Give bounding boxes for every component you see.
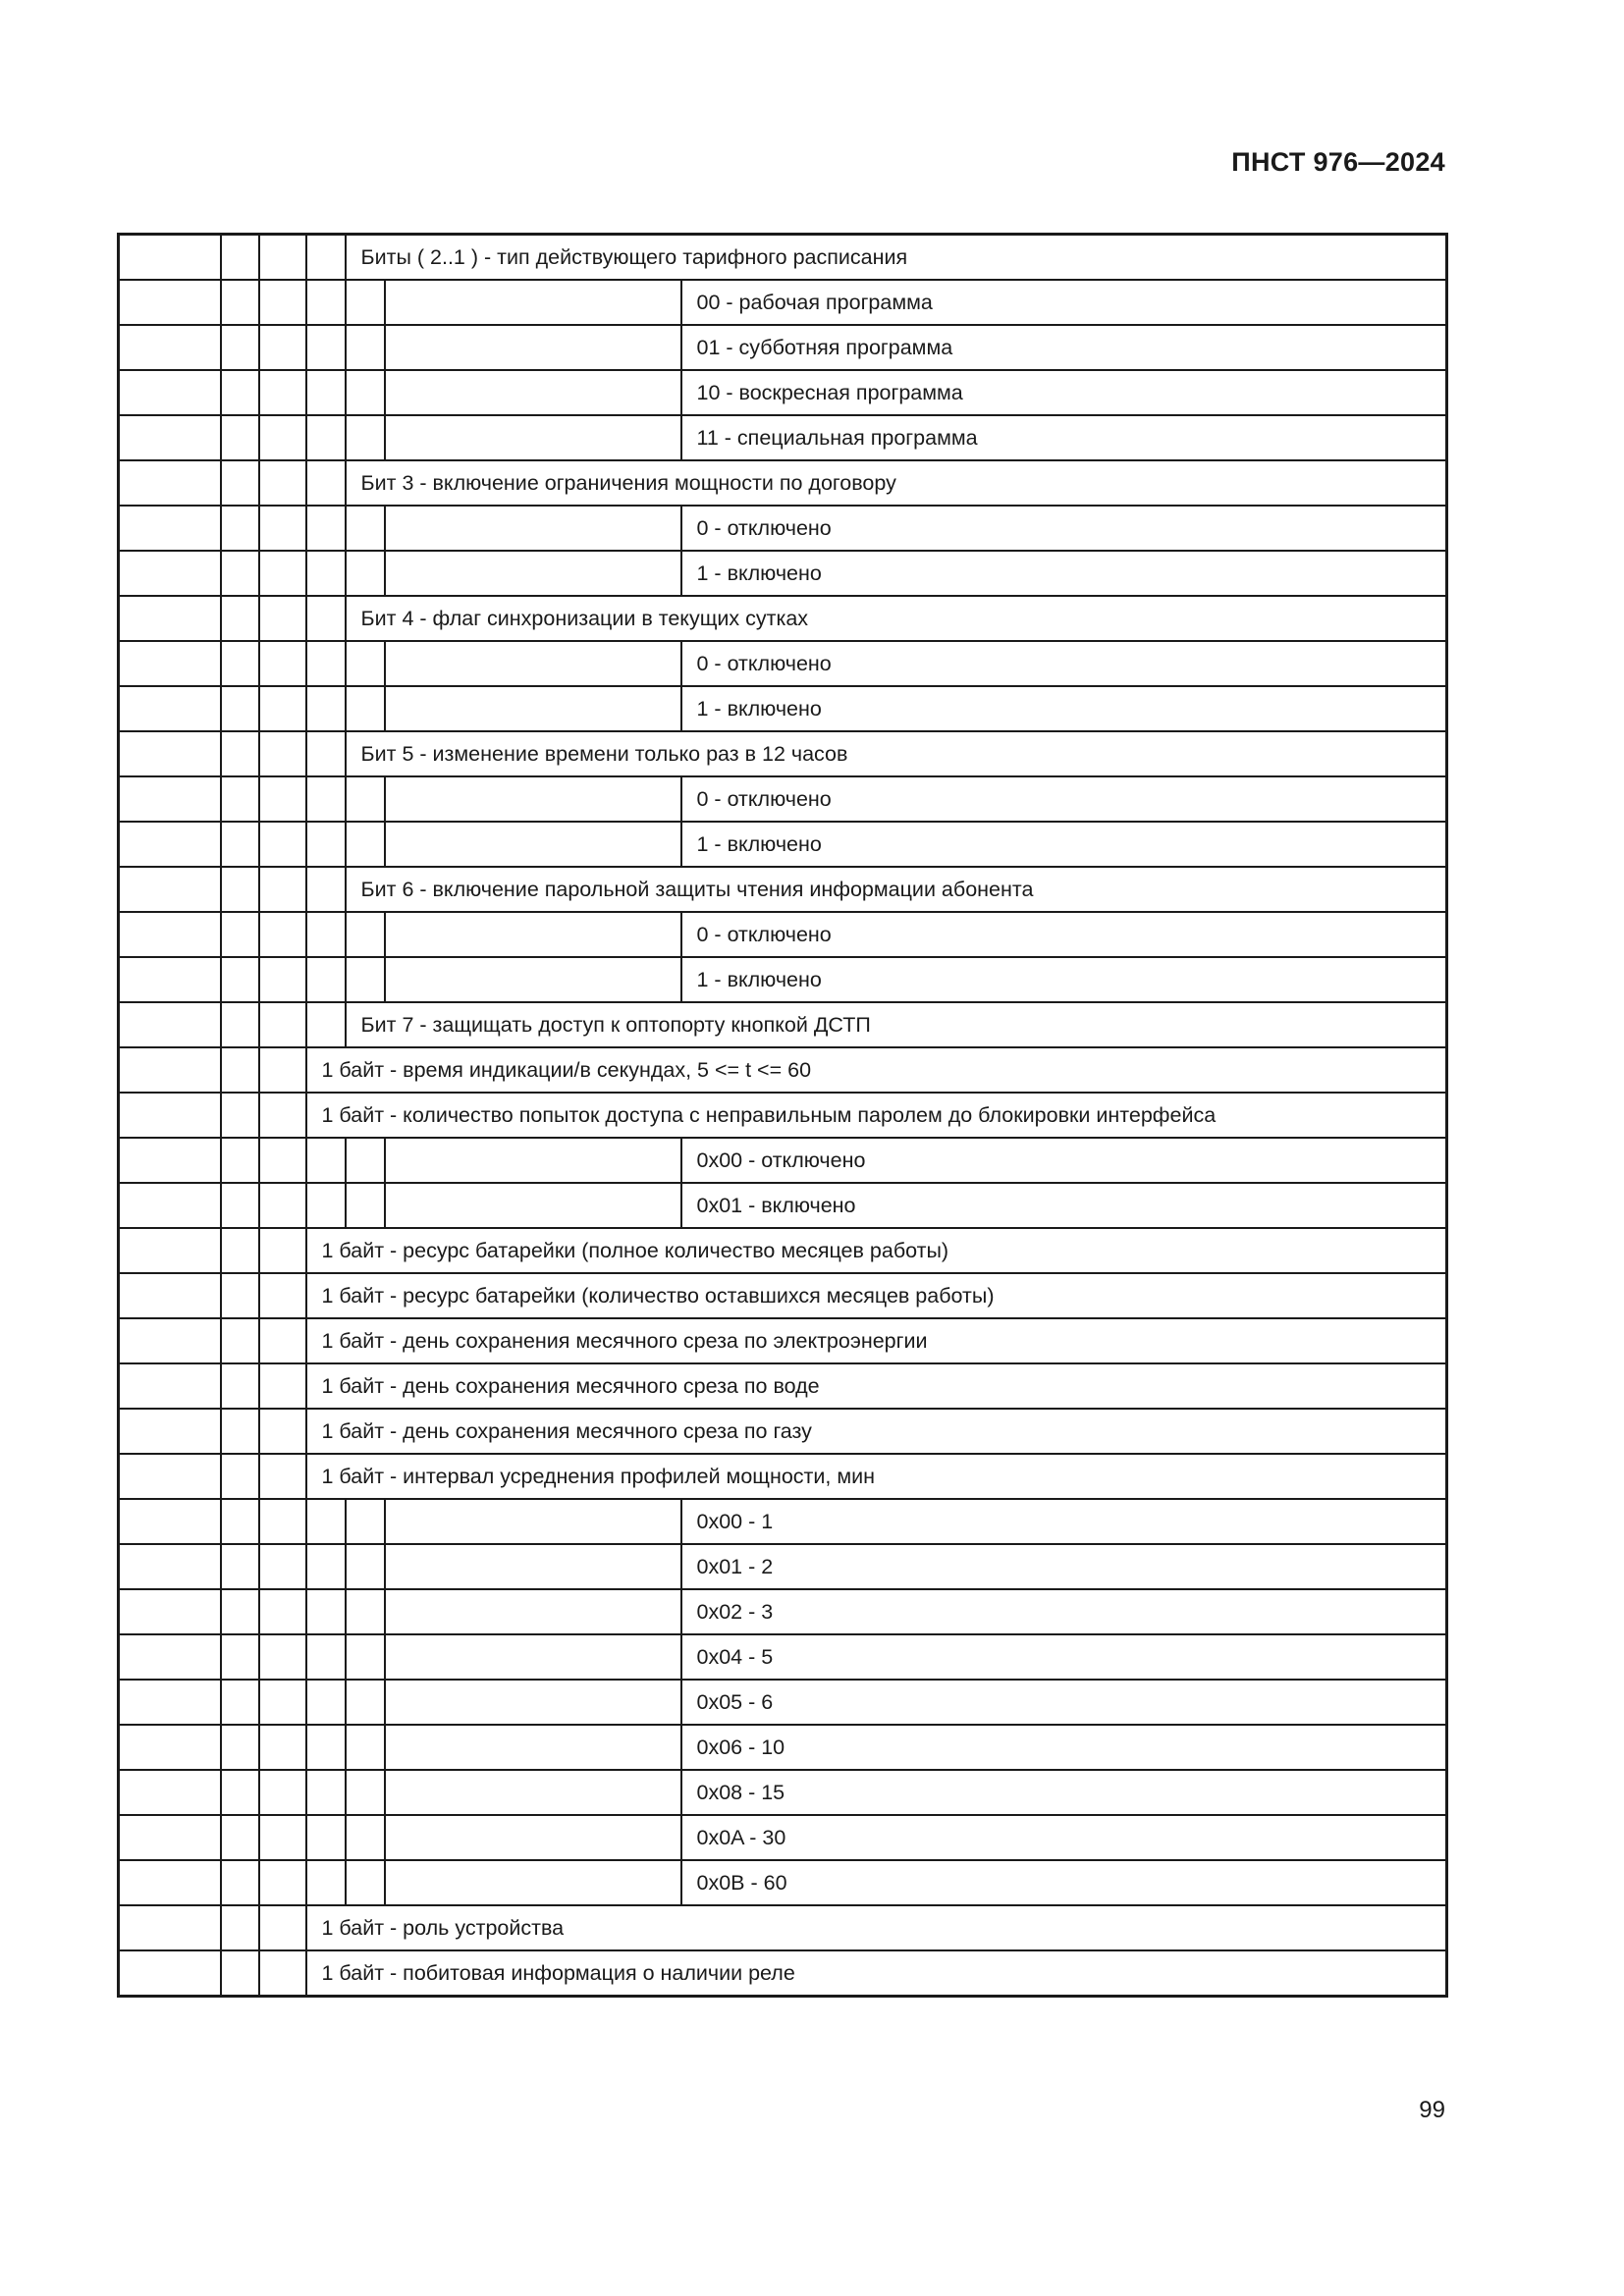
spec-table bbox=[117, 233, 1448, 1998]
table-row bbox=[119, 1589, 1447, 1634]
empty-cell bbox=[119, 1454, 221, 1499]
empty-cell bbox=[346, 641, 385, 686]
value-cell: 0x05 - 6 bbox=[681, 1680, 1447, 1725]
empty-cell bbox=[259, 325, 306, 370]
empty-cell bbox=[385, 325, 681, 370]
value-cell: 0x00 - отключено bbox=[681, 1138, 1447, 1183]
table-row bbox=[119, 1273, 1447, 1318]
empty-cell bbox=[259, 1725, 306, 1770]
value-cell: 0 - отключено bbox=[681, 912, 1447, 957]
empty-cell bbox=[259, 1589, 306, 1634]
empty-cell bbox=[259, 415, 306, 460]
empty-cell bbox=[346, 370, 385, 415]
empty-cell bbox=[259, 1363, 306, 1409]
empty-cell bbox=[259, 1680, 306, 1725]
empty-cell bbox=[306, 776, 346, 822]
empty-cell bbox=[385, 641, 681, 686]
empty-cell bbox=[221, 325, 259, 370]
empty-cell bbox=[259, 370, 306, 415]
empty-cell bbox=[119, 731, 221, 776]
empty-cell bbox=[259, 1499, 306, 1544]
empty-cell bbox=[385, 1499, 681, 1544]
empty-cell bbox=[221, 1950, 259, 1997]
empty-cell bbox=[221, 1273, 259, 1318]
empty-cell bbox=[221, 1002, 259, 1047]
table-row bbox=[119, 415, 1447, 460]
table-row bbox=[119, 325, 1447, 370]
value-cell: 01 - субботняя программа bbox=[681, 325, 1447, 370]
empty-cell bbox=[221, 1634, 259, 1680]
table-row bbox=[119, 957, 1447, 1002]
empty-cell bbox=[385, 1544, 681, 1589]
value-cell: 0x06 - 10 bbox=[681, 1725, 1447, 1770]
value-cell: 10 - воскресная программа bbox=[681, 370, 1447, 415]
empty-cell bbox=[259, 776, 306, 822]
empty-cell bbox=[306, 822, 346, 867]
empty-cell bbox=[119, 551, 221, 596]
table-row bbox=[119, 776, 1447, 822]
empty-cell bbox=[346, 822, 385, 867]
value-cell: 0x01 - 2 bbox=[681, 1544, 1447, 1589]
table-row bbox=[119, 1454, 1447, 1499]
empty-cell bbox=[119, 1499, 221, 1544]
table-row bbox=[119, 1318, 1447, 1363]
empty-cell bbox=[221, 1047, 259, 1093]
empty-cell bbox=[119, 912, 221, 957]
empty-cell bbox=[346, 1815, 385, 1860]
value-cell: Биты ( 2..1 ) - тип действующего тарифного расписания bbox=[346, 235, 1447, 281]
document-code: ПНСТ 976—2024 bbox=[1231, 147, 1445, 177]
empty-cell bbox=[259, 1047, 306, 1093]
table-row bbox=[119, 1138, 1447, 1183]
empty-cell bbox=[259, 1138, 306, 1183]
empty-cell bbox=[306, 280, 346, 325]
empty-cell bbox=[119, 1093, 221, 1138]
empty-cell bbox=[346, 957, 385, 1002]
empty-cell bbox=[259, 867, 306, 912]
empty-cell bbox=[119, 1183, 221, 1228]
empty-cell bbox=[259, 1318, 306, 1363]
empty-cell bbox=[259, 912, 306, 957]
value-cell: 1 байт - время индикации/в секундах, 5 <= t <= 60 bbox=[306, 1047, 1447, 1093]
empty-cell bbox=[306, 370, 346, 415]
value-cell: 11 - специальная программа bbox=[681, 415, 1447, 460]
empty-cell bbox=[119, 1544, 221, 1589]
table-row bbox=[119, 1093, 1447, 1138]
value-cell: 1 байт - роль устройства bbox=[306, 1905, 1447, 1950]
empty-cell bbox=[385, 1680, 681, 1725]
value-cell: 1 байт - день сохранения месячного среза по электроэнергии bbox=[306, 1318, 1447, 1363]
empty-cell bbox=[259, 235, 306, 281]
value-cell: 0x08 - 15 bbox=[681, 1770, 1447, 1815]
empty-cell bbox=[221, 776, 259, 822]
value-cell: 0 - отключено bbox=[681, 641, 1447, 686]
empty-cell bbox=[221, 867, 259, 912]
table-row bbox=[119, 1183, 1447, 1228]
empty-cell bbox=[385, 370, 681, 415]
empty-cell bbox=[221, 370, 259, 415]
empty-cell bbox=[259, 551, 306, 596]
empty-cell bbox=[385, 280, 681, 325]
empty-cell bbox=[259, 460, 306, 506]
empty-cell bbox=[259, 731, 306, 776]
value-cell: 1 байт - день сохранения месячного среза по воде bbox=[306, 1363, 1447, 1409]
empty-cell bbox=[306, 551, 346, 596]
value-cell: 0x0B - 60 bbox=[681, 1860, 1447, 1905]
empty-cell bbox=[221, 1454, 259, 1499]
empty-cell bbox=[259, 1634, 306, 1680]
value-cell: 1 байт - ресурс батарейки (количество оставшихся месяцев работы) bbox=[306, 1273, 1447, 1318]
empty-cell bbox=[119, 506, 221, 551]
table-row bbox=[119, 1815, 1447, 1860]
empty-cell bbox=[385, 957, 681, 1002]
empty-cell bbox=[385, 686, 681, 731]
empty-cell bbox=[259, 1454, 306, 1499]
empty-cell bbox=[119, 1725, 221, 1770]
table-row bbox=[119, 1950, 1447, 1997]
empty-cell bbox=[385, 1138, 681, 1183]
empty-cell bbox=[346, 1860, 385, 1905]
table-body bbox=[119, 235, 1447, 1997]
empty-cell bbox=[119, 1770, 221, 1815]
empty-cell bbox=[306, 235, 346, 281]
empty-cell bbox=[221, 1409, 259, 1454]
table-row bbox=[119, 460, 1447, 506]
empty-cell bbox=[306, 731, 346, 776]
empty-cell bbox=[119, 1589, 221, 1634]
empty-cell bbox=[221, 1183, 259, 1228]
empty-cell bbox=[221, 1138, 259, 1183]
empty-cell bbox=[221, 1770, 259, 1815]
empty-cell bbox=[346, 1544, 385, 1589]
value-cell: 1 байт - количество попыток доступа с неправильным паролем до блокировки интерфейса bbox=[306, 1093, 1447, 1138]
empty-cell bbox=[221, 1905, 259, 1950]
empty-cell bbox=[306, 1544, 346, 1589]
empty-cell bbox=[259, 1905, 306, 1950]
empty-cell bbox=[221, 1093, 259, 1138]
empty-cell bbox=[221, 1815, 259, 1860]
empty-cell bbox=[346, 686, 385, 731]
empty-cell bbox=[385, 506, 681, 551]
value-cell: 1 байт - побитовая информация о наличии реле bbox=[306, 1950, 1447, 1997]
empty-cell bbox=[306, 641, 346, 686]
empty-cell bbox=[346, 912, 385, 957]
empty-cell bbox=[306, 912, 346, 957]
table-row bbox=[119, 1228, 1447, 1273]
empty-cell bbox=[119, 235, 221, 281]
empty-cell bbox=[259, 280, 306, 325]
table-row bbox=[119, 1634, 1447, 1680]
empty-cell bbox=[119, 1815, 221, 1860]
empty-cell bbox=[259, 596, 306, 641]
empty-cell bbox=[385, 776, 681, 822]
value-cell: Бит 3 - включение ограничения мощности по договору bbox=[346, 460, 1447, 506]
empty-cell bbox=[119, 641, 221, 686]
empty-cell bbox=[385, 551, 681, 596]
table-row bbox=[119, 731, 1447, 776]
empty-cell bbox=[259, 957, 306, 1002]
empty-cell bbox=[119, 460, 221, 506]
empty-cell bbox=[259, 1183, 306, 1228]
empty-cell bbox=[346, 325, 385, 370]
table-row bbox=[119, 1860, 1447, 1905]
empty-cell bbox=[119, 1273, 221, 1318]
empty-cell bbox=[119, 1634, 221, 1680]
value-cell: 1 - включено bbox=[681, 686, 1447, 731]
value-cell: 0 - отключено bbox=[681, 506, 1447, 551]
empty-cell bbox=[221, 596, 259, 641]
empty-cell bbox=[119, 280, 221, 325]
empty-cell bbox=[119, 1228, 221, 1273]
empty-cell bbox=[385, 1589, 681, 1634]
empty-cell bbox=[385, 1815, 681, 1860]
empty-cell bbox=[119, 1409, 221, 1454]
empty-cell bbox=[259, 822, 306, 867]
value-cell: Бит 4 - флаг синхронизации в текущих сутках bbox=[346, 596, 1447, 641]
empty-cell bbox=[119, 1905, 221, 1950]
empty-cell bbox=[259, 1409, 306, 1454]
empty-cell bbox=[119, 957, 221, 1002]
table-row bbox=[119, 912, 1447, 957]
empty-cell bbox=[385, 1860, 681, 1905]
empty-cell bbox=[346, 415, 385, 460]
empty-cell bbox=[306, 325, 346, 370]
empty-cell bbox=[346, 1770, 385, 1815]
empty-cell bbox=[385, 912, 681, 957]
empty-cell bbox=[221, 1860, 259, 1905]
empty-cell bbox=[306, 1634, 346, 1680]
empty-cell bbox=[385, 1634, 681, 1680]
value-cell: 0 - отключено bbox=[681, 776, 1447, 822]
table-row bbox=[119, 1002, 1447, 1047]
value-cell: Бит 6 - включение парольной защиты чтения информации абонента bbox=[346, 867, 1447, 912]
empty-cell bbox=[119, 370, 221, 415]
value-cell: 1 - включено bbox=[681, 957, 1447, 1002]
empty-cell bbox=[259, 1002, 306, 1047]
empty-cell bbox=[306, 415, 346, 460]
empty-cell bbox=[221, 1544, 259, 1589]
empty-cell bbox=[306, 1589, 346, 1634]
empty-cell bbox=[346, 506, 385, 551]
empty-cell bbox=[221, 1499, 259, 1544]
empty-cell bbox=[119, 1318, 221, 1363]
table-row bbox=[119, 1409, 1447, 1454]
empty-cell bbox=[119, 776, 221, 822]
empty-cell bbox=[259, 1815, 306, 1860]
empty-cell bbox=[259, 1860, 306, 1905]
empty-cell bbox=[221, 1589, 259, 1634]
empty-cell bbox=[346, 280, 385, 325]
value-cell: Бит 5 - изменение времени только раз в 12 часов bbox=[346, 731, 1447, 776]
table-row bbox=[119, 686, 1447, 731]
empty-cell bbox=[385, 415, 681, 460]
empty-cell bbox=[385, 1770, 681, 1815]
value-cell: 0x01 - включено bbox=[681, 1183, 1447, 1228]
empty-cell bbox=[221, 280, 259, 325]
table-row bbox=[119, 280, 1447, 325]
empty-cell bbox=[306, 1183, 346, 1228]
empty-cell bbox=[306, 506, 346, 551]
empty-cell bbox=[221, 686, 259, 731]
empty-cell bbox=[221, 822, 259, 867]
table-row bbox=[119, 1363, 1447, 1409]
value-cell: 0x0A - 30 bbox=[681, 1815, 1447, 1860]
empty-cell bbox=[306, 460, 346, 506]
table-row bbox=[119, 235, 1447, 281]
value-cell: 1 байт - день сохранения месячного среза по газу bbox=[306, 1409, 1447, 1454]
empty-cell bbox=[259, 686, 306, 731]
empty-cell bbox=[385, 1183, 681, 1228]
empty-cell bbox=[221, 415, 259, 460]
empty-cell bbox=[221, 641, 259, 686]
empty-cell bbox=[259, 1093, 306, 1138]
empty-cell bbox=[221, 1363, 259, 1409]
empty-cell bbox=[221, 912, 259, 957]
empty-cell bbox=[119, 1680, 221, 1725]
empty-cell bbox=[119, 1002, 221, 1047]
value-cell: 0x04 - 5 bbox=[681, 1634, 1447, 1680]
empty-cell bbox=[259, 1770, 306, 1815]
empty-cell bbox=[119, 1363, 221, 1409]
empty-cell bbox=[306, 1860, 346, 1905]
empty-cell bbox=[221, 957, 259, 1002]
empty-cell bbox=[346, 1725, 385, 1770]
empty-cell bbox=[221, 1725, 259, 1770]
table-row bbox=[119, 641, 1447, 686]
empty-cell bbox=[346, 1138, 385, 1183]
empty-cell bbox=[346, 551, 385, 596]
empty-cell bbox=[119, 415, 221, 460]
empty-cell bbox=[306, 1499, 346, 1544]
empty-cell bbox=[119, 596, 221, 641]
empty-cell bbox=[259, 1273, 306, 1318]
empty-cell bbox=[259, 1950, 306, 1997]
table-row bbox=[119, 1047, 1447, 1093]
empty-cell bbox=[119, 867, 221, 912]
value-cell: 1 байт - ресурс батарейки (полное количество месяцев работы) bbox=[306, 1228, 1447, 1273]
empty-cell bbox=[119, 1950, 221, 1997]
table-row bbox=[119, 1905, 1447, 1950]
empty-cell bbox=[221, 235, 259, 281]
empty-cell bbox=[259, 1228, 306, 1273]
empty-cell bbox=[306, 686, 346, 731]
page-number: 99 bbox=[1419, 2097, 1445, 2123]
empty-cell bbox=[346, 1634, 385, 1680]
table-row bbox=[119, 1770, 1447, 1815]
empty-cell bbox=[306, 1002, 346, 1047]
table-row bbox=[119, 867, 1447, 912]
table-row bbox=[119, 1499, 1447, 1544]
empty-cell bbox=[346, 1499, 385, 1544]
empty-cell bbox=[119, 822, 221, 867]
value-cell: 1 байт - интервал усреднения профилей мощности, мин bbox=[306, 1454, 1447, 1499]
empty-cell bbox=[306, 596, 346, 641]
table-row bbox=[119, 1680, 1447, 1725]
empty-cell bbox=[306, 1138, 346, 1183]
table-row bbox=[119, 506, 1447, 551]
empty-cell bbox=[119, 1138, 221, 1183]
value-cell: 0x00 - 1 bbox=[681, 1499, 1447, 1544]
empty-cell bbox=[346, 1589, 385, 1634]
empty-cell bbox=[119, 325, 221, 370]
empty-cell bbox=[119, 1047, 221, 1093]
table-row bbox=[119, 1725, 1447, 1770]
empty-cell bbox=[221, 731, 259, 776]
value-cell: 0x02 - 3 bbox=[681, 1589, 1447, 1634]
empty-cell bbox=[306, 957, 346, 1002]
empty-cell bbox=[221, 551, 259, 596]
empty-cell bbox=[259, 641, 306, 686]
value-cell: Бит 7 - защищать доступ к оптопорту кнопкой ДСТП bbox=[346, 1002, 1447, 1047]
empty-cell bbox=[306, 1725, 346, 1770]
table-row bbox=[119, 1544, 1447, 1589]
table-row bbox=[119, 370, 1447, 415]
table-row bbox=[119, 551, 1447, 596]
empty-cell bbox=[221, 506, 259, 551]
empty-cell bbox=[221, 1318, 259, 1363]
table-row bbox=[119, 596, 1447, 641]
value-cell: 00 - рабочая программа bbox=[681, 280, 1447, 325]
empty-cell bbox=[306, 1815, 346, 1860]
empty-cell bbox=[221, 1228, 259, 1273]
empty-cell bbox=[306, 867, 346, 912]
empty-cell bbox=[119, 686, 221, 731]
empty-cell bbox=[346, 1680, 385, 1725]
empty-cell bbox=[259, 506, 306, 551]
empty-cell bbox=[346, 776, 385, 822]
value-cell: 1 - включено bbox=[681, 822, 1447, 867]
empty-cell bbox=[221, 460, 259, 506]
empty-cell bbox=[306, 1770, 346, 1815]
empty-cell bbox=[306, 1680, 346, 1725]
empty-cell bbox=[385, 822, 681, 867]
table-row bbox=[119, 822, 1447, 867]
empty-cell bbox=[221, 1680, 259, 1725]
empty-cell bbox=[259, 1544, 306, 1589]
empty-cell bbox=[385, 1725, 681, 1770]
value-cell: 1 - включено bbox=[681, 551, 1447, 596]
empty-cell bbox=[346, 1183, 385, 1228]
empty-cell bbox=[119, 1860, 221, 1905]
